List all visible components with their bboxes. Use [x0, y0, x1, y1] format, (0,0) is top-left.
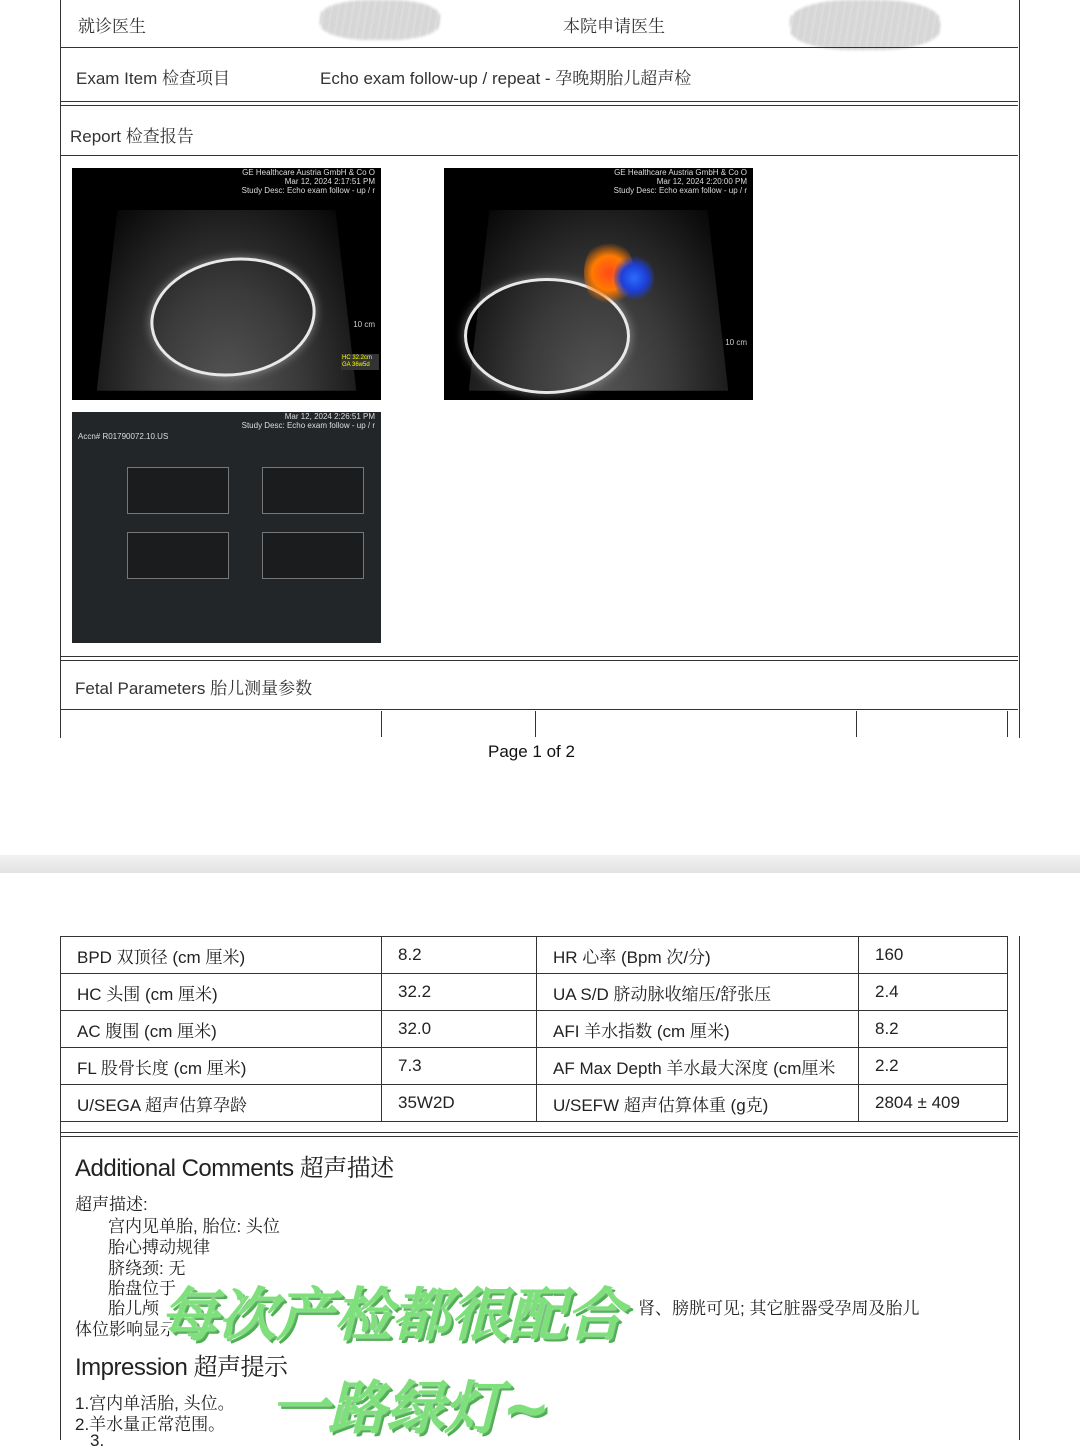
divider — [60, 1136, 1018, 1137]
episode-provider-label: 就诊医生 — [78, 17, 146, 36]
param-value: 2.2 — [859, 1048, 1008, 1085]
comment-line: 体位影响显示 — [75, 1320, 177, 1339]
overlay-caption-2: 一路绿灯~ — [270, 1374, 551, 1442]
param-label: AC 腹围 (cm 厘米) — [61, 1011, 382, 1048]
growth-charts-image — [72, 412, 381, 643]
table-row — [61, 1085, 1008, 1122]
comment-line: 肾、膀胱可见; 其它脏器受孕周及胎儿 — [638, 1299, 920, 1318]
divider — [60, 47, 1018, 48]
table-row — [61, 974, 1008, 1011]
divider — [60, 155, 1018, 156]
header-line: Study Desc: Echo exam follow - up / r — [241, 186, 375, 195]
doppler-flow-blue — [614, 253, 654, 303]
scale-label: 10 cm — [725, 338, 747, 347]
image-header-right — [242, 412, 375, 430]
param-value: 7.3 — [382, 1048, 537, 1085]
overlay-caption-1: 每次产检都很配合 — [160, 1281, 625, 1349]
comments-title: Additional Comments 超声描述 — [75, 1155, 394, 1182]
comment-line: 胎盘位于 — [108, 1279, 176, 1298]
ultrasound-image-doppler — [444, 168, 753, 400]
param-value: 2804 ± 409 — [859, 1085, 1008, 1122]
comment-line: 脐绕颈: 无 — [108, 1259, 186, 1278]
param-value: 2.4 — [859, 974, 1008, 1011]
param-value: 32.2 — [382, 974, 537, 1011]
growth-chart-ac — [127, 532, 229, 579]
header-line: GE Healthcare Austria GmbH & Co O — [242, 168, 375, 177]
param-label: HR 心率 (Bpm 次/分) — [537, 937, 859, 974]
param-label: U/SEGA 超声估算孕龄 — [61, 1085, 382, 1122]
comment-line: 宫内见单胎, 胎位: 头位 — [108, 1217, 280, 1236]
redacted-name-2 — [790, 0, 940, 50]
divider — [60, 1132, 1018, 1133]
report-label: Report 检查报告 — [70, 127, 194, 146]
report-page-2 — [0, 873, 1080, 1450]
param-value: 8.2 — [859, 1011, 1008, 1048]
header-line: GE Healthcare Austria GmbH & Co O — [614, 168, 747, 177]
divider — [60, 660, 1018, 661]
divider — [60, 709, 1018, 710]
column-stub — [856, 711, 857, 737]
param-label: HC 头围 (cm 厘米) — [61, 974, 382, 1011]
redacted-name-1 — [320, 0, 440, 40]
param-label: FL 股骨长度 (cm 厘米) — [61, 1048, 382, 1085]
comment-line: 胎心搏动规律 — [108, 1238, 210, 1257]
param-label: AFI 羊水指数 (cm 厘米) — [537, 1011, 859, 1048]
param-label: U/SEFW 超声估算体重 (g克) — [537, 1085, 859, 1122]
ultrasound-image-head — [72, 168, 381, 400]
impression-line: 1.宫内单活胎, 头位。 — [75, 1394, 235, 1413]
image-header-left: Accn# R01790072.10.US — [78, 432, 169, 441]
ordering-provider-label: 本院申请医生 — [563, 17, 665, 36]
param-label: BPD 双顶径 (cm 厘米) — [61, 937, 382, 974]
image-header — [72, 412, 381, 446]
exam-item-label: Exam Item 检查项目 — [76, 69, 230, 88]
param-label: AF Max Depth 羊水最大深度 (cm厘米 — [537, 1048, 859, 1085]
exam-item-value: Echo exam follow-up / repeat - 孕晚期胎儿超声检 — [320, 69, 692, 88]
divider — [60, 101, 1018, 102]
header-line: Mar 12, 2024 2:20:00 PM — [656, 177, 747, 186]
param-value: 32.0 — [382, 1011, 537, 1048]
divider — [60, 105, 1018, 106]
divider — [60, 656, 1018, 657]
header-line: Study Desc: Echo exam follow - up / r — [613, 186, 747, 195]
param-value: 35W2D — [382, 1085, 537, 1122]
measurement-box: HC 32.2cm GA 36w5d — [341, 354, 379, 370]
impression-line: 3. — [90, 1431, 105, 1450]
column-stub — [535, 711, 536, 737]
image-header-right — [614, 168, 747, 195]
header-line: Mar 12, 2024 2:26:51 PM — [284, 412, 375, 421]
comments-intro: 超声描述: — [75, 1195, 148, 1214]
page-number: Page 1 of 2 — [488, 742, 575, 761]
param-value: 8.2 — [382, 937, 537, 974]
page-gap — [0, 855, 1080, 873]
scale-label: 10 cm — [353, 320, 375, 329]
comment-line: 胎儿颅 — [108, 1299, 159, 1318]
growth-chart-fl — [262, 532, 364, 579]
table-row — [61, 1011, 1008, 1048]
header-line: Mar 12, 2024 2:17:51 PM — [284, 177, 375, 186]
param-label: UA S/D 脐动脉收缩压/舒张压 — [537, 974, 859, 1011]
table-row — [61, 937, 1008, 974]
table-row — [61, 1048, 1008, 1085]
growth-chart-hc — [262, 467, 364, 514]
column-stub — [1007, 711, 1008, 737]
impression-title: Impression 超声提示 — [75, 1354, 288, 1381]
growth-chart-bpd — [127, 467, 229, 514]
impression-line: 2.羊水量正常范围。 — [75, 1415, 226, 1434]
image-header-right — [242, 168, 375, 195]
param-value: 160 — [859, 937, 1008, 974]
column-stub — [381, 711, 382, 737]
fetal-params-label: Fetal Parameters 胎儿测量参数 — [75, 679, 313, 698]
header-line: Study Desc: Echo exam follow - up / r — [241, 421, 375, 430]
fetal-parameters-table — [60, 936, 1008, 1122]
